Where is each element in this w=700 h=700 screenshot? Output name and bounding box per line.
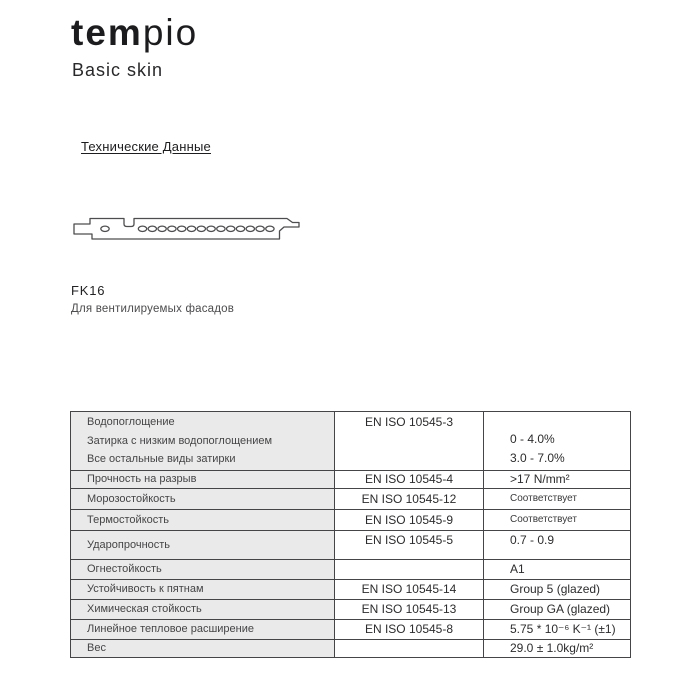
table-row-chemical-resistance <box>71 599 631 619</box>
spec-label-cell: Линейное тепловое расширение <box>71 619 335 639</box>
spec-value-cell: >17 N/mm² <box>484 470 631 488</box>
spec-label-cell: Химическая стойкость <box>71 599 335 619</box>
logo-light-part: pio <box>142 12 199 53</box>
spec-standard-cell: EN ISO 10545-13 <box>335 599 484 619</box>
panel-profile-diagram <box>72 213 302 249</box>
table-row-impact-resistance <box>71 530 631 559</box>
spec-value-cell: Соответствует <box>484 509 631 530</box>
table-row-thermal-resistance <box>71 509 631 530</box>
spec-label-line: Затирка с низким водопоглощением <box>87 434 273 447</box>
spec-standard-cell: EN ISO 10545-5 <box>335 530 484 559</box>
spec-label-line: Все остальные виды затирки <box>87 453 236 465</box>
product-line-subtitle: Basic skin <box>72 60 164 80</box>
spec-standard-cell: EN ISO 10545-8 <box>335 619 484 639</box>
table-row-stain-resistance <box>71 579 631 599</box>
spec-label-cell: Устойчивость к пятнам <box>71 579 335 599</box>
table-row-tensile-strength <box>71 470 631 488</box>
spec-standard-cell: EN ISO 10545-3 <box>335 412 484 471</box>
tempio-logo <box>71 14 198 51</box>
spec-standard-cell: EN ISO 10545-14 <box>335 579 484 599</box>
panel-cross-section-drawing <box>72 213 302 249</box>
spec-label-cell <box>71 412 335 471</box>
table-row-weight <box>71 639 631 657</box>
spec-value-cell: A1 <box>484 559 631 579</box>
spec-value-cell: 5.75 * 10⁻⁶ K⁻¹ (±1) <box>484 619 631 639</box>
table-row-frost-resistance <box>71 488 631 509</box>
spec-label-cell: Вес <box>71 639 335 657</box>
spec-label-cell: Прочность на разрыв <box>71 470 335 488</box>
spec-label-cell: Огнестойкость <box>71 559 335 579</box>
spec-standard-cell <box>335 559 484 579</box>
spec-value-line: 3.0 - 7.0% <box>510 450 565 465</box>
spec-standard-cell <box>335 639 484 657</box>
spec-value-cell <box>484 412 631 471</box>
table-row-water-absorption <box>71 412 631 471</box>
spec-label-cell: Ударопрочность <box>71 530 335 559</box>
spec-table <box>70 411 631 658</box>
spec-standard-cell: EN ISO 10545-9 <box>335 509 484 530</box>
table-row-thermal-expansion <box>71 619 631 639</box>
spec-standard-cell: EN ISO 10545-12 <box>335 488 484 509</box>
spec-standard-cell: EN ISO 10545-4 <box>335 470 484 488</box>
spec-value-cell: 29.0 ± 1.0kg/m² <box>484 639 631 657</box>
spec-value-line: 0 - 4.0% <box>510 431 555 446</box>
spec-value-cell: Соответствует <box>484 488 631 509</box>
spec-label-line: Водопоглощение <box>87 416 175 428</box>
spec-value-cell: 0.7 - 0.9 <box>484 530 631 559</box>
spec-label-cell: Морозостойкость <box>71 488 335 509</box>
logo-bold-part: tem <box>71 12 143 53</box>
spec-value-cell: Group 5 (glazed) <box>484 579 631 599</box>
table-row-fire-resistance <box>71 559 631 579</box>
spec-value-cell: Group GA (glazed) <box>484 599 631 619</box>
spec-label-cell: Термостойкость <box>71 509 335 530</box>
product-code: FK16 <box>71 283 106 298</box>
product-description: Для вентилируемых фасадов <box>71 303 235 315</box>
technical-data-link[interactable]: Технические Данные <box>81 139 211 154</box>
